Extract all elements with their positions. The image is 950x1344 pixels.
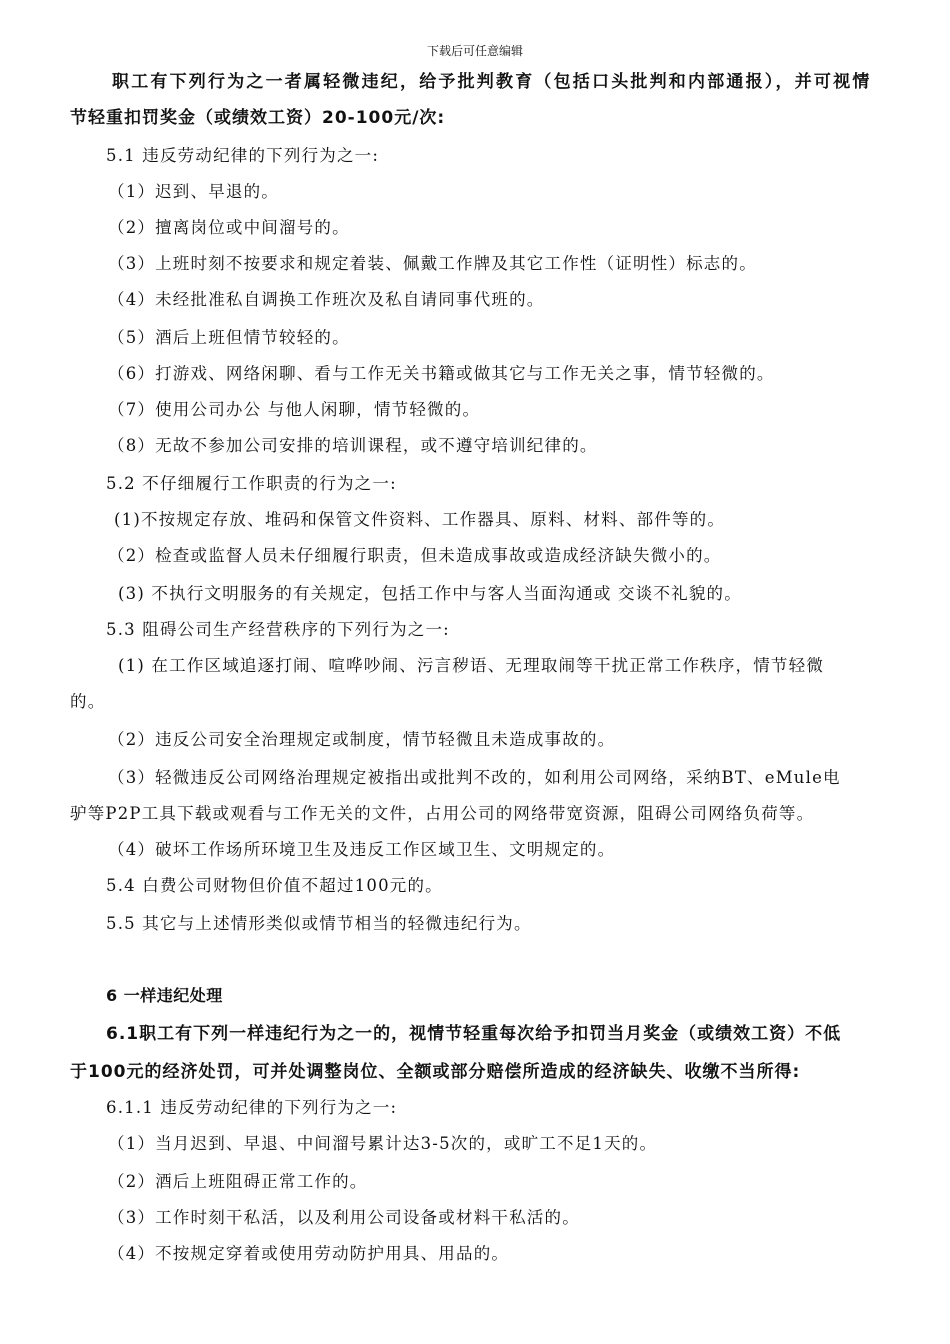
clause-5-1-item-4: （4）未经批准私自调换工作班次及私自请同事代班的。 [108,290,545,309]
clause-6-1-1-item-1: （1）当月迟到、早退、中间溜号累计达3-5次的，或旷工不足1天的。 [108,1134,658,1153]
clause-6-1-1-item-3: （3）工作时刻干私活，以及利用公司设备或材料干私活的。 [108,1208,580,1227]
clause-5-3-item-3-line2: 驴等P2P工具下载或观看与工作无关的文件，占用公司的网络带宽资源，阻碍公司网络负荷等。 [70,804,815,823]
clause-5-2-title: 5.2 不仔细履行工作职责的行为之一: [106,474,397,493]
clause-5-2-item-1: (1)不按规定存放、堆码和保管文件资料、工作器具、原料、材料、部件等的。 [114,510,726,529]
clause-6-1-line1: 6.1职工有下列一样违纪行为之一的，视情节轻重每次给予扣罚当月奖金（或绩效工资）不低 [106,1024,842,1044]
clause-5-2-item-3: (3) 不执行文明服务的有关规定，包括工作中与客人当面沟通或 交谈不礼貌的。 [118,584,742,603]
clause-5-1-item-7: （7）使用公司办公 与他人闲聊，情节轻微的。 [108,400,481,419]
clause-5-4: 5.4 白费公司财物但价值不超过100元的。 [106,876,443,895]
section6-heading: 6 一样违纪处理 [106,986,223,1005]
clause-5-3-title: 5.3 阻碍公司生产经营秩序的下列行为之一: [106,620,450,639]
section5-intro-line2: 节轻重扣罚奖金（或绩效工资）20-100元/次: [70,108,446,128]
clause-6-1-1-item-2: （2）酒后上班阻碍正常工作的。 [108,1172,368,1191]
clause-6-1-1-title: 6.1.1 违反劳动纪律的下列行为之一: [106,1098,398,1117]
section5-intro-line1: 职工有下列行为之一者属轻微违纪，给予批判教育（包括口头批判和内部通报），并可视情 [112,72,872,92]
clause-6-1-line2: 于100元的经济处罚，可并处调整岗位、全额或部分赔偿所造成的经济缺失、收缴不当所得: [70,1062,801,1082]
clause-5-3-item-2: （2）违反公司安全治理规定或制度，情节轻微且未造成事故的。 [108,730,616,749]
page-header-watermark: 下载后可任意编辑 [426,44,523,58]
clause-5-1-item-5: （5）酒后上班但情节较轻的。 [108,328,350,347]
clause-5-1-title: 5.1 违反劳动纪律的下列行为之一: [106,146,380,165]
clause-5-3-item-1-line2: 的。 [70,692,106,711]
clause-5-5: 5.5 其它与上述情形类似或情节相当的轻微违纪行为。 [106,914,532,933]
clause-6-1-1-item-4: （4）不按规定穿着或使用劳动防护用具、用品的。 [108,1244,510,1263]
clause-5-1-item-6: （6）打游戏、网络闲聊、看与工作无关书籍或做其它与工作无关之事，情节轻微的。 [108,364,775,383]
clause-5-1-item-1: （1）迟到、早退的。 [108,182,279,201]
clause-5-1-item-2: （2）擅离岗位或中间溜号的。 [108,218,350,237]
clause-5-1-item-3: （3）上班时刻不按要求和规定着装、佩戴工作牌及其它工作性（证明性）标志的。 [108,254,757,273]
clause-5-3-item-4: （4）破坏工作场所环境卫生及违反工作区域卫生、文明规定的。 [108,840,616,859]
clause-5-3-item-3-line1: （3）轻微违反公司网络治理规定被指出或批判不改的，如利用公司网络，采纳BT、eMule电 [108,768,841,787]
clause-5-1-item-8: （8）无故不参加公司安排的培训课程，或不遵守培训纪律的。 [108,436,598,455]
clause-5-3-item-1-line1: (1) 在工作区域追逐打闹、喧哗吵闹、污言秽语、无理取闹等干扰正常工作秩序，情节轻微 [118,656,825,675]
clause-5-2-item-2: （2）检查或监督人员未仔细履行职责，但未造成事故或造成经济缺失微小的。 [108,546,722,565]
